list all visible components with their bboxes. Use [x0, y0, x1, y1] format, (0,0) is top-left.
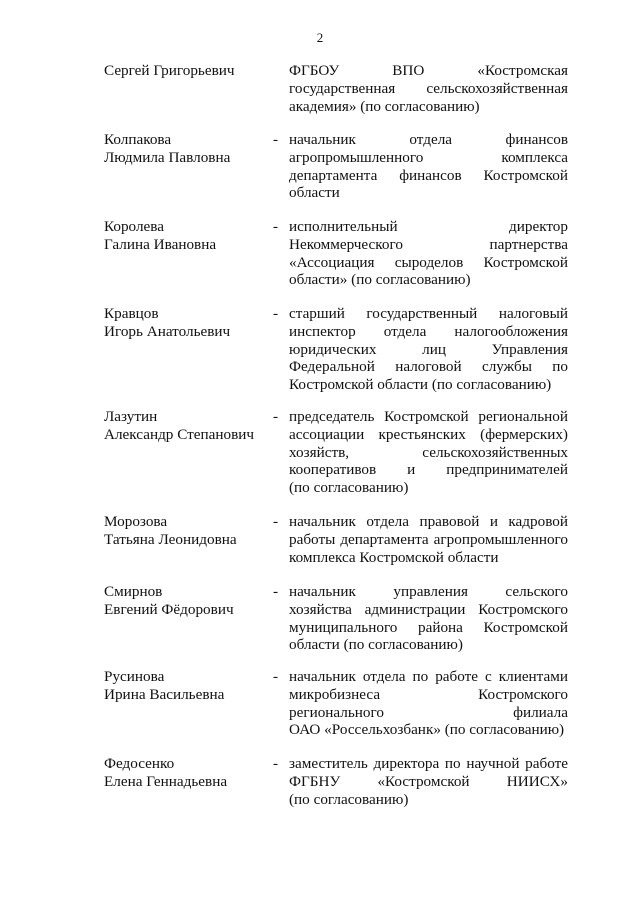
separator-dash: -: [273, 668, 279, 685]
member-role-line: комплекса Костромской области: [289, 548, 499, 566]
separator-dash: -: [273, 408, 279, 425]
member-role-line: (по согласованию): [289, 479, 409, 497]
member-role-line: академия» (по согласованию): [289, 97, 480, 115]
member-name: [104, 62, 274, 80]
member-name: [104, 408, 274, 444]
member-role-line: области: [289, 184, 340, 202]
member-role-line: работы департамента агропромышленного: [289, 530, 568, 548]
member-role-line: регионального филиала: [289, 703, 568, 721]
member-role-line: «Ассоциация сыроделов Костромской: [289, 253, 568, 271]
member-role-line: председатель Костромской региональной: [289, 408, 568, 425]
member-role: [289, 131, 568, 202]
member-role-line: начальник отдела по работе с клиентами: [289, 668, 568, 685]
member-name-line: Королева: [104, 218, 164, 235]
member-role-line: департамента финансов Костромской: [289, 166, 568, 184]
member-role-line: исполнительный директор: [289, 218, 568, 235]
member-role-line: кооперативов и предпринимателей: [289, 461, 568, 479]
page-number: 2: [316, 30, 324, 45]
member-role-line: микробизнеса Костромского: [289, 685, 568, 703]
member-role-line: государственная сельскохозяйственная: [289, 79, 568, 97]
member-role-line: ОАО «Россельхозбанк» (по согласованию): [289, 721, 565, 739]
member-role-line: (по согласованию): [289, 790, 409, 808]
member-role: [289, 513, 568, 566]
member-role-line: инспектор отдела налогообложения: [289, 322, 568, 340]
member-name-line: Лазутин: [104, 408, 158, 425]
member-role-line: хозяйства администрации Костромского: [289, 600, 568, 618]
member-name: [104, 131, 274, 167]
member-name-line: Елена Геннадьевна: [104, 772, 228, 790]
member-name-line: Морозова: [104, 513, 168, 530]
member-role: [289, 755, 568, 808]
separator-dash: -: [273, 755, 279, 772]
separator-dash: -: [273, 583, 279, 600]
member-role: [289, 408, 568, 497]
member-role-line: начальник отдела правовой и кадровой: [289, 513, 568, 530]
member-name-line: Евгений Фёдорович: [104, 600, 234, 618]
separator-dash: -: [273, 305, 279, 322]
member-name-line: Ирина Васильевна: [104, 685, 225, 703]
member-name-line: Федосенко: [104, 755, 175, 772]
separator-dash: -: [273, 513, 279, 530]
member-role: [289, 305, 568, 394]
member-name-line: Русинова: [104, 668, 165, 685]
member-role: [289, 583, 568, 654]
member-name-line: Смирнов: [104, 583, 163, 600]
member-role-line: хозяйств, сельскохозяйственных: [289, 443, 568, 461]
member-name: [104, 583, 274, 619]
member-role: [289, 218, 568, 289]
member-name-line: Игорь Анатольевич: [104, 322, 231, 340]
member-name-line: Кравцов: [104, 305, 159, 322]
member-name-line: Галина Ивановна: [104, 235, 217, 253]
member-role: [289, 62, 568, 115]
member-name-line: Людмила Павловна: [104, 148, 231, 166]
member-role-line: начальник отдела финансов: [289, 131, 568, 148]
member-role-line: Костромской области (по согласованию): [289, 376, 552, 394]
separator-dash: -: [273, 131, 279, 148]
member-name-line: Колпакова: [104, 131, 172, 148]
member-name: [104, 755, 274, 791]
member-role-line: агропромышленного комплекса: [289, 148, 568, 166]
member-name: [104, 305, 274, 341]
member-name-line: Александр Степанович: [104, 425, 255, 443]
member-role-line: ФГБОУ ВПО «Костромская: [289, 62, 568, 79]
member-role-line: области (по согласованию): [289, 636, 463, 654]
member-role-line: Федеральной налоговой службы по: [289, 358, 568, 376]
member-name: [104, 513, 274, 549]
member-role-line: области» (по согласованию): [289, 271, 471, 289]
member-role-line: начальник управления сельского: [289, 583, 568, 600]
member-role-line: старший государственный налоговый: [289, 305, 568, 322]
member-name-line: Татьяна Леонидовна: [104, 530, 237, 548]
member-role-line: ФГБНУ «Костромской НИИСХ»: [289, 772, 568, 790]
member-name: [104, 668, 274, 704]
member-role-line: муниципального района Костромской: [289, 618, 568, 636]
separator-dash: -: [273, 218, 279, 235]
member-name-line: Сергей Григорьевич: [104, 62, 235, 79]
member-name: [104, 218, 274, 254]
member-role: [289, 668, 568, 739]
member-role-line: заместитель директора по научной работе: [289, 755, 568, 772]
member-role-line: ассоциации крестьянских (фермерских): [289, 425, 568, 443]
member-role-line: юридических лиц Управления: [289, 340, 568, 358]
member-role-line: Некоммерческого партнерства: [289, 235, 568, 253]
